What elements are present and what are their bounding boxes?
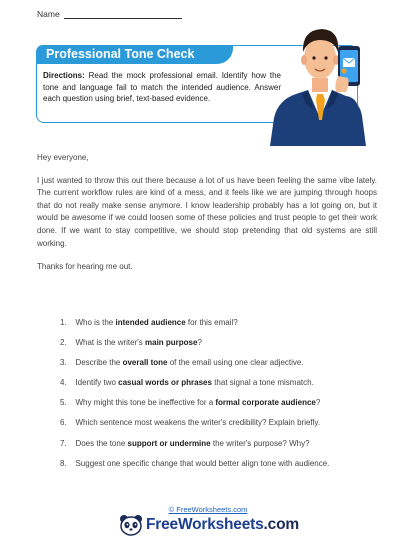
directions-body: Read the mock professional email. Identify how the tone and language fail to match the intended audience. Answer each question using brief, text-based evidence. bbox=[43, 71, 281, 104]
directions-label: Directions: bbox=[43, 71, 85, 80]
footer-link[interactable]: © FreeWorksheets.com bbox=[168, 505, 248, 514]
email-closing: Thanks for hearing me out. bbox=[37, 262, 133, 272]
businessman-with-phone-illustration bbox=[262, 6, 380, 146]
email-greeting: Hey everyone, bbox=[37, 153, 89, 162]
directions-text bbox=[43, 70, 281, 105]
freeworksheets-logo[interactable] bbox=[119, 514, 299, 536]
question-item: 8. Suggest one specific change that would better align tone with audience. bbox=[60, 458, 330, 468]
question-item: 5. Why might this tone be ineffective for a formal corporate audience? bbox=[60, 398, 321, 408]
question-item: 1. Who is the intended audience for this email? bbox=[60, 318, 238, 327]
mock-email bbox=[37, 152, 377, 274]
email-body: I just wanted to throw this out there because a lot of us have been feeling the same vibe lately. The current workflow rules are kind of a mess, and it feels like we are jumping through hoops that do not really make sense anymore. I know leadership probably has a lot going on, but it would be awesome if we could loosen some of these policies and trust people to get their work done. If we want to stay competitive, we should stop pretending that old systems are still working. bbox=[37, 175, 377, 248]
logo-wordmark: FreeWorksheets.com bbox=[146, 516, 299, 533]
worksheet-title: Professional Tone Check bbox=[36, 45, 233, 64]
question-item: 7. Does the tone support or undermine the writer's purpose? Why? bbox=[60, 438, 310, 448]
question-item: 3. Describe the overall tone of the email using one clear adjective. bbox=[60, 358, 304, 368]
question-item: 4. Identify two casual words or phrases that signal a tone mismatch. bbox=[60, 378, 314, 388]
question-list bbox=[60, 317, 380, 478]
name-label: Name bbox=[37, 9, 60, 19]
question-item: 6. Which sentence most weakens the writer's credibility? Explain briefly. bbox=[60, 418, 321, 428]
question-item: 2. What is the writer's main purpose? bbox=[60, 338, 202, 348]
name-line bbox=[64, 10, 182, 19]
panda-logo-icon bbox=[119, 514, 143, 536]
name-field bbox=[37, 9, 182, 19]
